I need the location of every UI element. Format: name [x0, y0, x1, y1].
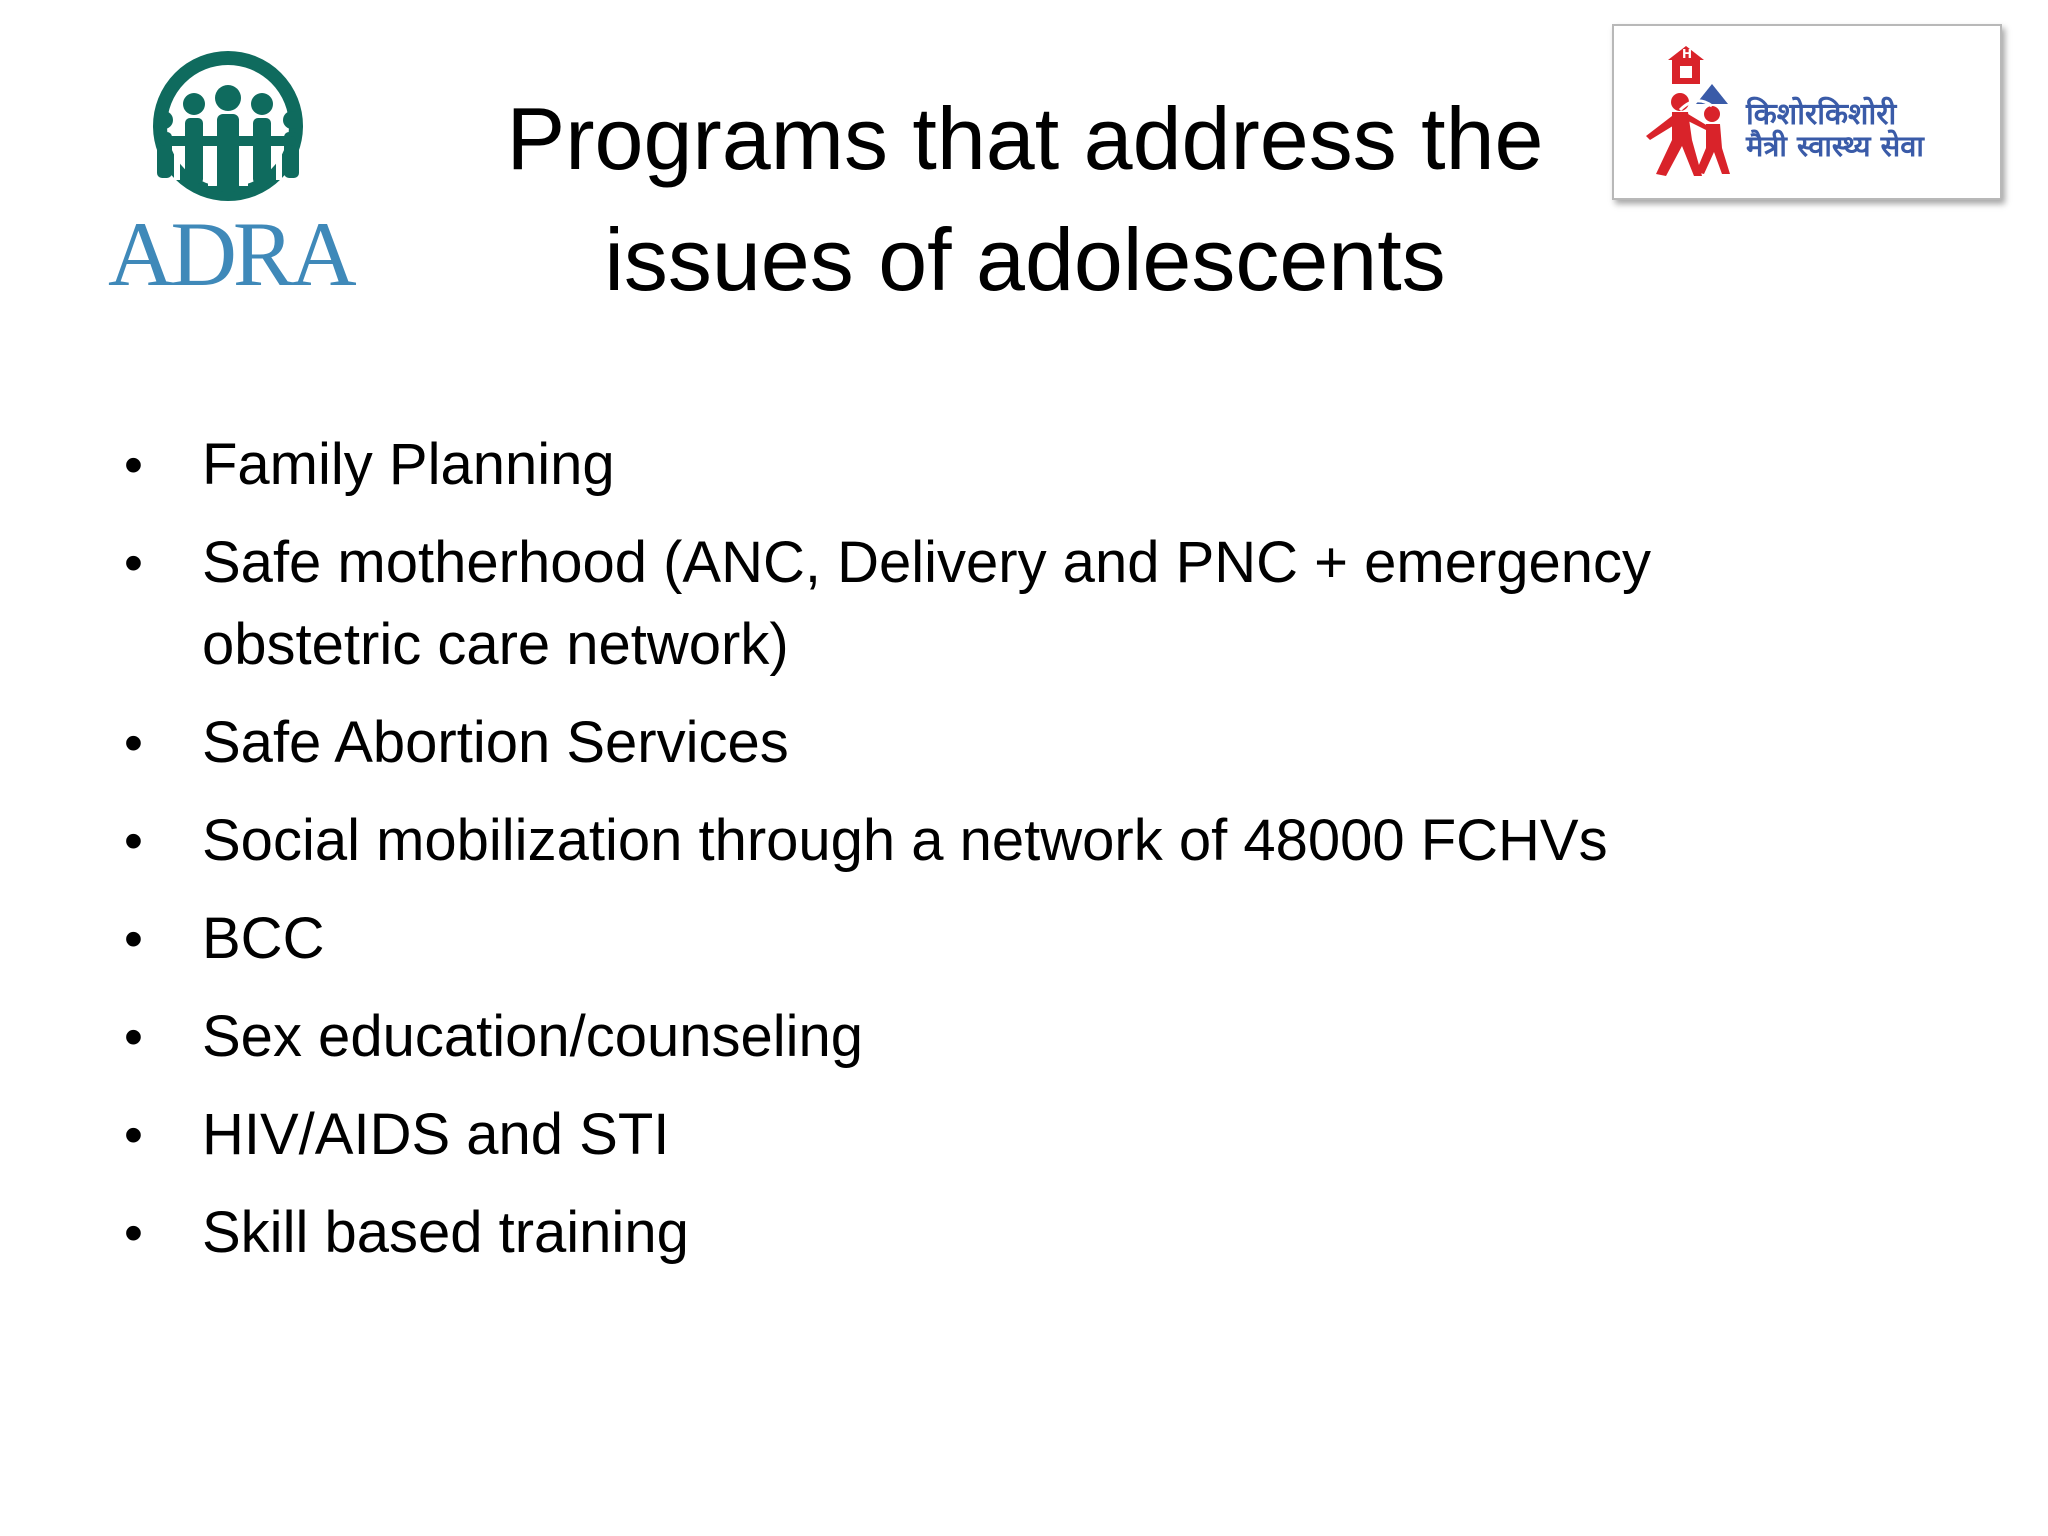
adra-people-globe-icon — [108, 40, 348, 210]
adra-logo — [108, 40, 353, 305]
bullet-dot-icon: • — [124, 811, 143, 871]
adolescent-friendly-health-logo — [1612, 24, 2002, 200]
bullet-text: Safe motherhood (ANC, Delivery and PNC + emergency — [202, 530, 1652, 595]
bullet-item — [118, 522, 1818, 686]
bullet-text: Safe Abortion Services — [202, 710, 789, 775]
bullet-dot-icon: • — [124, 435, 143, 495]
program-bullet-list — [118, 424, 1818, 1290]
bullet-text: Skill based training — [202, 1200, 689, 1265]
bullet-text-continued: obstetric care network) — [202, 612, 789, 677]
title-line-1: Programs that address the — [506, 89, 1544, 188]
slide-title — [430, 78, 1620, 320]
bullet-dot-icon: • — [124, 1203, 143, 1263]
svg-text:H: H — [1682, 47, 1693, 61]
bullet-item — [118, 424, 1818, 506]
bullet-text: Social mobilization through a network of 48000 FCHVs — [202, 808, 1608, 873]
adra-wordmark: ADRA — [108, 203, 353, 305]
bullet-dot-icon: • — [124, 533, 143, 593]
bullet-item — [118, 996, 1818, 1078]
bullet-item — [118, 1094, 1818, 1176]
bullet-dot-icon: • — [124, 1007, 143, 1067]
bullet-item — [118, 800, 1818, 882]
bullet-text: Sex education/counseling — [202, 1004, 864, 1069]
bullet-text: HIV/AIDS and STI — [202, 1102, 670, 1167]
bullet-item — [118, 898, 1818, 980]
logo-text-line-1: किशोरकिशोरी — [1746, 97, 1897, 132]
bullet-dot-icon: • — [124, 909, 143, 969]
bullet-dot-icon: • — [124, 1105, 143, 1165]
bullet-dot-icon: • — [124, 713, 143, 773]
bullet-item — [118, 1192, 1818, 1274]
title-line-2: issues of adolescents — [604, 210, 1446, 309]
bullet-text: Family Planning — [202, 432, 615, 497]
logo-text-line-2: मैत्री स्वास्थ्य सेवा — [1746, 129, 1924, 163]
bullet-text: BCC — [202, 906, 325, 971]
adolescent-health-house-icon — [1636, 44, 1756, 184]
bullet-item — [118, 702, 1818, 784]
